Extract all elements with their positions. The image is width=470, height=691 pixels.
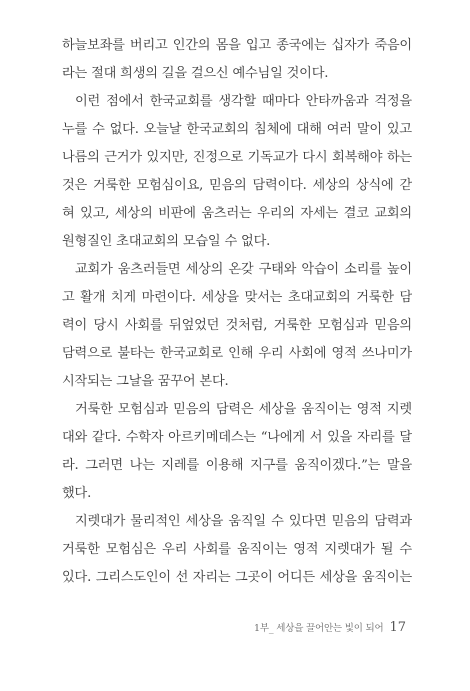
text-line: 고 활개 치게 마련이다. 세상을 맞서는 초대교회의 거룩한 담 <box>62 290 412 305</box>
running-footer: 1부_ 세상을 끌어안는 빛이 되어 <box>254 623 384 634</box>
text-line: 거룩한 모험심은 우리 사회를 움직이는 영적 지렛대가 될 수 <box>62 542 412 557</box>
body-text <box>62 32 412 592</box>
text-line: 라. 그러면 나는 지레를 이용해 지구를 움직이겠다.”는 말을 <box>62 458 412 473</box>
text-line: 것은 거룩한 모험심이요, 믿음의 담력이다. 세상의 상식에 갇 <box>62 178 412 193</box>
text-line: 시작되는 그날을 꿈꾸어 본다. <box>62 374 229 389</box>
text-line: 지렛대가 물리적인 세상을 움직일 수 있다면 믿음의 담력과 <box>75 514 412 529</box>
page-number: 17 <box>389 620 406 635</box>
text-line: 거룩한 모험심과 믿음의 담력은 세상을 움직이는 영적 지렛 <box>75 402 412 417</box>
page-footer <box>254 620 406 635</box>
text-line: 이런 점에서 한국교회를 생각할 때마다 안타까움과 걱정을 <box>75 94 412 109</box>
text-line: 하늘보좌를 버리고 인간의 몸을 입고 종국에는 십자가 죽음이 <box>62 38 412 53</box>
text-line: 누를 수 없다. 오늘날 한국교회의 침체에 대해 여러 말이 있고 <box>62 122 412 137</box>
text-line: 혀 있고, 세상의 비판에 움츠러는 우리의 자세는 결코 교회의 <box>62 206 412 221</box>
text-line: 력이 당시 사회를 뒤엎었던 것처럼, 거룩한 모험심과 믿음의 <box>62 318 412 333</box>
text-line: 대와 같다. 수학자 아르키메데스는 “나에게 서 있을 자리를 달 <box>62 430 412 445</box>
text-line: 담력으로 불타는 한국교회로 인해 우리 사회에 영적 쓰나미가 <box>62 346 412 361</box>
text-line: 있다. 그리스도인이 선 자리는 그곳이 어디든 세상을 움직이는 <box>62 570 412 585</box>
text-line: 원형질인 초대교회의 모습일 수 없다. <box>62 234 271 249</box>
text-line: 했다. <box>62 486 92 501</box>
text-line: 나름의 근거가 있지만, 진정으로 기독교가 다시 회복해야 하는 <box>62 150 412 165</box>
text-line: 교회가 움츠러들면 세상의 온갖 구태와 악습이 소리를 높이 <box>75 262 412 277</box>
text-line: 라는 절대 희생의 길을 걸으신 예수님일 것이다. <box>62 66 329 81</box>
